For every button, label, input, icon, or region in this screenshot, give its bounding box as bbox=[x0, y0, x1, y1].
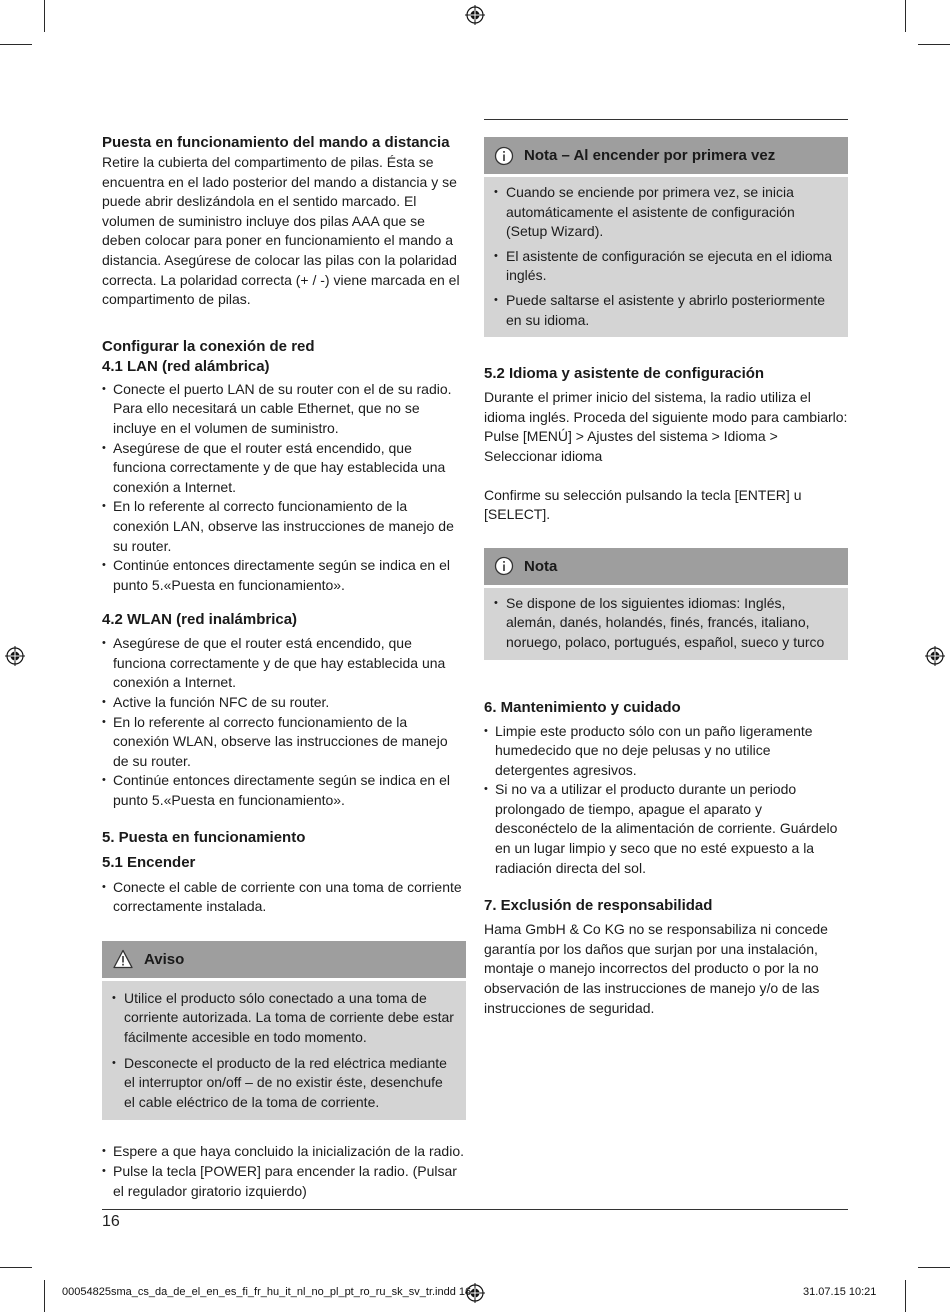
note-body bbox=[484, 588, 848, 660]
crop-mark bbox=[918, 44, 950, 45]
crop-mark bbox=[0, 1267, 32, 1268]
section-title: Puesta en funcionamiento del mando a distancia bbox=[102, 134, 450, 151]
note-languages-box bbox=[484, 548, 848, 660]
list-item: • Puede saltarse el asistente y abrirlo posteriormente en su idioma. bbox=[494, 291, 838, 330]
note-header bbox=[484, 548, 848, 588]
list-item: • Limpie este producto sólo con un paño ligeramente humedecido que no deje pelusas y no utilice detergentes agresivos. bbox=[484, 722, 848, 781]
subsection-title: 4.2 WLAN (red inalámbrica) bbox=[102, 611, 298, 629]
section-title: 7. Exclusión de responsabilidad bbox=[484, 897, 713, 915]
info-circle-icon bbox=[494, 146, 514, 166]
crop-mark bbox=[44, 1280, 45, 1312]
list-item: • Conecte el puerto LAN de su router con el de su radio. Para ello necesitará un cable Ethernet, que no se incluye en el volumen de suministro. bbox=[102, 380, 466, 439]
crop-mark bbox=[905, 0, 906, 32]
list-item: • Asegúrese de que el router está encendido, que funciona correctamente y de que hay establecida una conexión a Internet. bbox=[102, 634, 466, 693]
warning-body bbox=[102, 981, 466, 1121]
warning-box bbox=[102, 941, 466, 1121]
section-title: Configurar la conexión de red bbox=[102, 337, 315, 355]
registration-mark-icon bbox=[5, 646, 25, 666]
language-section bbox=[484, 364, 848, 525]
wlan-list bbox=[102, 634, 466, 810]
list-item: • Pulse la tecla [POWER] para encender la radio. (Pulsar el regulador giratorio izquierdo) bbox=[102, 1162, 466, 1201]
top-rule bbox=[484, 119, 848, 120]
crop-mark bbox=[44, 0, 45, 32]
list-item: • Asegúrese de que el router está encendido, que funciona correctamente y de que hay establecida una conexión a Internet. bbox=[102, 439, 466, 498]
section-text: Confirme su selección pulsando la tecla [ENTER] u [SELECT]. bbox=[484, 486, 802, 523]
note-list bbox=[494, 183, 838, 330]
warning-title: Aviso bbox=[144, 950, 185, 968]
note-header bbox=[484, 137, 848, 177]
after-list bbox=[102, 1142, 466, 1201]
list-item: • El asistente de configuración se ejecuta en el idioma inglés. bbox=[494, 247, 838, 286]
liability-section bbox=[484, 896, 848, 1018]
list-item: • Continúe entonces directamente según se indica en el punto 5.«Puesta en funcionamiento». bbox=[102, 556, 466, 595]
left-column bbox=[102, 133, 466, 1201]
page-number: 16 bbox=[102, 1213, 120, 1230]
note-first-start-box bbox=[484, 137, 848, 337]
list-item: • En lo referente al correcto funcionamiento de la conexión LAN, observe las instrucciones de manejo de su router. bbox=[102, 497, 466, 556]
note-list bbox=[494, 594, 838, 653]
list-item: • Conecte el cable de corriente con una toma de corriente correctamente instalada. bbox=[102, 878, 466, 917]
crop-mark bbox=[0, 44, 32, 45]
warning-list bbox=[112, 989, 456, 1113]
slug-date: 31.07.15 10:21 bbox=[803, 1286, 877, 1298]
section-text: Durante el primer inicio del sistema, la radio utiliza el idioma inglés. Proceda del siguiente modo para cambiarlo: Pulse [MENÚ] > Ajustes del sistema > Idioma > Seleccionar idioma bbox=[484, 389, 848, 464]
registration-mark-icon bbox=[925, 646, 945, 666]
network-section bbox=[102, 337, 466, 811]
startup-section bbox=[102, 828, 466, 917]
list-item: • Continúe entonces directamente según se indica en el punto 5.«Puesta en funcionamiento». bbox=[102, 771, 466, 810]
maintenance-list bbox=[484, 722, 848, 879]
note-title: Nota bbox=[524, 557, 558, 575]
section-title: 5. Puesta en funcionamiento bbox=[102, 828, 306, 846]
list-item: • Se dispone de los siguientes idiomas: Inglés, alemán, danés, holandés, finés, francés, italiano, noruego, polaco, portugués, español, sueco y turco bbox=[494, 594, 838, 653]
subsection-title: 5.1 Encender bbox=[102, 853, 196, 871]
warning-triangle-icon bbox=[112, 949, 134, 969]
list-item: • Desconecte el producto de la red eléctrica mediante el interruptor on/off – de no existir éste, desenchufe el cable eléctrico de la toma de corriente. bbox=[112, 1054, 456, 1113]
list-item: • Cuando se enciende por primera vez, se inicia automáticamente el asistente de configuración (Setup Wizard). bbox=[494, 183, 838, 242]
list-item: • Utilice el producto sólo conectado a una toma de corriente autorizada. La toma de corriente debe estar fácilmente accesible en todo momento. bbox=[112, 989, 456, 1048]
list-item: • Active la función NFC de su router. bbox=[102, 693, 466, 713]
crop-mark bbox=[905, 1280, 906, 1312]
maintenance-section bbox=[484, 698, 848, 879]
lan-list bbox=[102, 380, 466, 596]
list-item: • Si no va a utilizar el producto durante un periodo prolongado de tiempo, apague el aparato y desconéctelo de la alimentación de corriente. Guárdelo en un lugar limpio y seco que no esté expuesto a la radiación directa del sol. bbox=[484, 780, 848, 878]
slug-filename: 00054825sma_cs_da_de_el_en_es_fi_fr_hu_it_nl_no_pl_pt_ro_ru_sk_sv_tr.indd 16 bbox=[62, 1286, 472, 1298]
info-circle-icon bbox=[494, 556, 514, 576]
section-text: Retire la cubierta del compartimento de pilas. Ésta se encuentra en el lado posterior del mando a distancia y se puede abrir deslizándola en el sentido marcado. El volumen de suministro incluye dos pilas AAA que se deben colocar para poner en funcionamiento el mando a distancia. Asegúrese de colocar las pilas con la polaridad correcta. La polaridad correcta (+ / -) viene marcada en el compartimento de pilas. bbox=[102, 154, 460, 308]
footer-rule bbox=[102, 1209, 848, 1210]
section-text: Hama GmbH & Co KG no se responsabiliza ni concede garantía por los daños que surjan por una instalación, montaje o manejo incorrectos del producto o por la no observación de las instrucciones de manejo y/o de las instrucciones de seguridad. bbox=[484, 921, 828, 1016]
subsection-title: 4.1 LAN (red alámbrica) bbox=[102, 357, 270, 375]
list-item: • Espere a que haya concluido la inicialización de la radio. bbox=[102, 1142, 466, 1162]
section-title: 5.2 Idioma y asistente de configuración bbox=[484, 365, 765, 383]
note-body bbox=[484, 177, 848, 337]
crop-mark bbox=[918, 1267, 950, 1268]
list-item: • En lo referente al correcto funcionamiento de la conexión WLAN, observe las instrucciones de manejo de su router. bbox=[102, 713, 466, 772]
registration-mark-icon bbox=[465, 5, 485, 25]
section-title: 6. Mantenimiento y cuidado bbox=[484, 698, 681, 716]
warning-header bbox=[102, 941, 466, 981]
right-column bbox=[484, 137, 848, 1018]
remote-control-section bbox=[102, 133, 466, 310]
startup-list bbox=[102, 878, 466, 917]
note-title: Nota – Al encender por primera vez bbox=[524, 147, 776, 164]
